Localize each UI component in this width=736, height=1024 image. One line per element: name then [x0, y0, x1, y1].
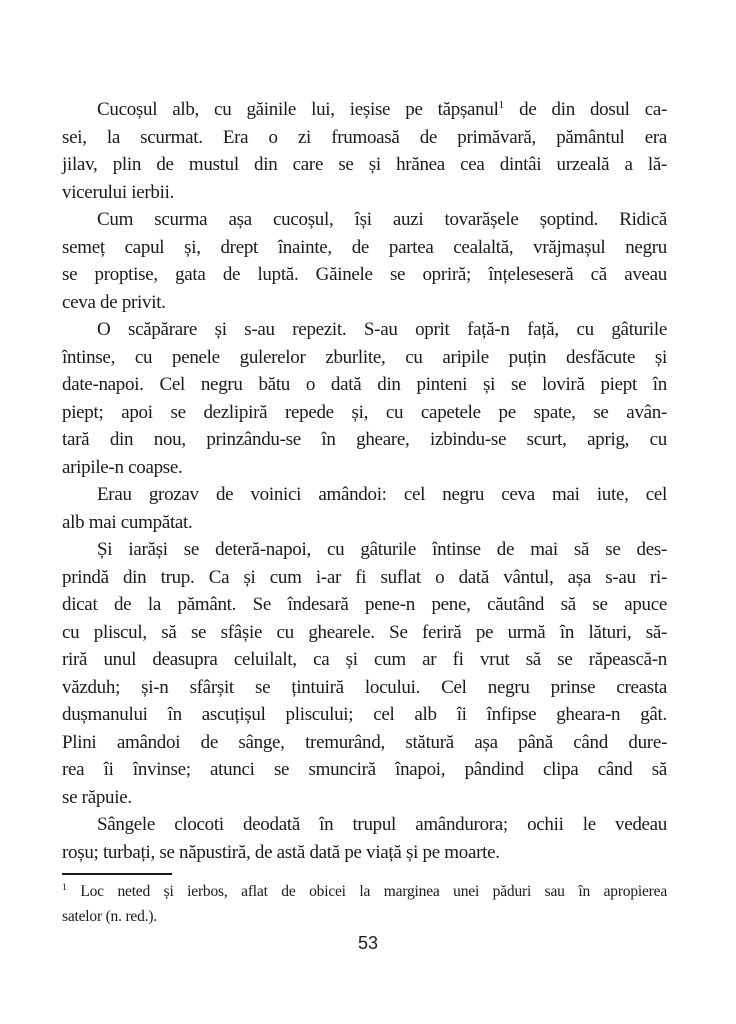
text-line: sei, la scurmat. Era o zi frumoasă de primăvară, pământul era	[62, 126, 667, 148]
text-segment: Cucoșul alb, cu găinile lui, ieșise pe tăpșanul	[97, 99, 499, 120]
text-line: se proptise, gata de luptă. Găinele se opriră; înțeleseseră că aveau	[62, 264, 667, 285]
text-line: tară din nou, prinzându-se în gheare, izbindu-se scurt, aprig, cu	[62, 429, 667, 450]
text-line: dicat de la pământ. Se îndesară pene-n pene, căutând să se apuce	[62, 594, 667, 615]
text-line: Plini amândoi de sânge, tremurând, stătură așa până când dure-	[62, 731, 667, 753]
text-line: se răpuie.	[62, 786, 132, 808]
paragraph-1	[62, 96, 667, 206]
paragraph-3	[62, 316, 667, 481]
text-line: aripile-n coapse.	[62, 456, 183, 478]
footnote-line	[62, 879, 667, 904]
paragraph-6	[62, 811, 667, 866]
footnote-text: Loc neted și ierbos, aflat de obicei la marginea unei păduri sau în apropierea	[66, 883, 667, 900]
text-line: văzduh; și-n sfârșit se țintuiră locului. Cel negru prinse creasta	[62, 676, 667, 698]
text-line: Erau grozav de voinici amândoi: cel negru ceva mai iute, cel	[97, 484, 667, 505]
text-line: vicerului ierbii.	[62, 181, 175, 203]
text-line: ceva de privit.	[62, 291, 166, 313]
text-line: date-napoi. Cel negru bătu o dată din pinteni și se loviră piept în	[62, 374, 667, 395]
text-line: jilav, plin de mustul din care se și hrănea cea dintâi urzeală a lă-	[62, 154, 667, 175]
body-text	[62, 96, 667, 929]
footnote-reference-marker: 1	[498, 99, 505, 111]
text-line: prindă din trup. Ca și cum i-ar fi suflat o dată vântul, așa s-au ri-	[62, 566, 667, 588]
text-line: Și iarăși se deteră-napoi, cu gâturile întinse de mai să se des-	[97, 539, 667, 560]
footnote-line: satelor (n. red.).	[62, 908, 157, 925]
text-segment: de din dosul ca-	[504, 99, 667, 120]
text-line: dușmanului în ascuțișul pliscului; cel alb îi înfipse gheara-n gât.	[62, 704, 667, 725]
footnote-number-marker: 1	[62, 883, 67, 893]
footnote	[62, 879, 667, 929]
paragraph-2	[62, 206, 667, 316]
page-number: 53	[357, 933, 379, 953]
text-line: întinse, cu penele gulerelor zburlite, cu aripile puțin desfăcute și	[62, 346, 667, 368]
text-line: riră unul deasupra celuilalt, ca și cum ar fi vrut să se răpească-n	[62, 649, 667, 670]
paragraph-5	[62, 536, 667, 811]
text-line: cu pliscul, să se sfâșie cu ghearele. Se feriră pe urmă în lături, să-	[62, 621, 667, 643]
text-line: Cum scurma așa cucoșul, își auzi tovarășele șoptind. Ridică	[97, 209, 667, 230]
text-line: semeț capul și, drept înainte, de partea cealaltă, vrăjmașul negru	[62, 236, 667, 258]
paragraph-4	[62, 481, 667, 536]
text-line: Sângele clocoti deodată în trupul amândurora; ochii le vedeau	[97, 814, 667, 835]
text-line	[62, 96, 667, 124]
text-line: alb mai cumpătat.	[62, 511, 193, 533]
text-line: rea îi învinse; atunci se smunciră înapoi, pândind clipa când să	[62, 759, 667, 780]
text-line: piept; apoi se dezlipiră repede și, cu capetele pe spate, se avân-	[62, 401, 667, 423]
text-line: roșu; turbați, se năpustiră, de astă dată pe viață și pe moarte.	[62, 841, 500, 863]
text-line: O scăpărare și s-au repezit. S-au oprit față-n față, cu gâturile	[97, 319, 667, 340]
footnote-separator-rule	[62, 873, 172, 875]
